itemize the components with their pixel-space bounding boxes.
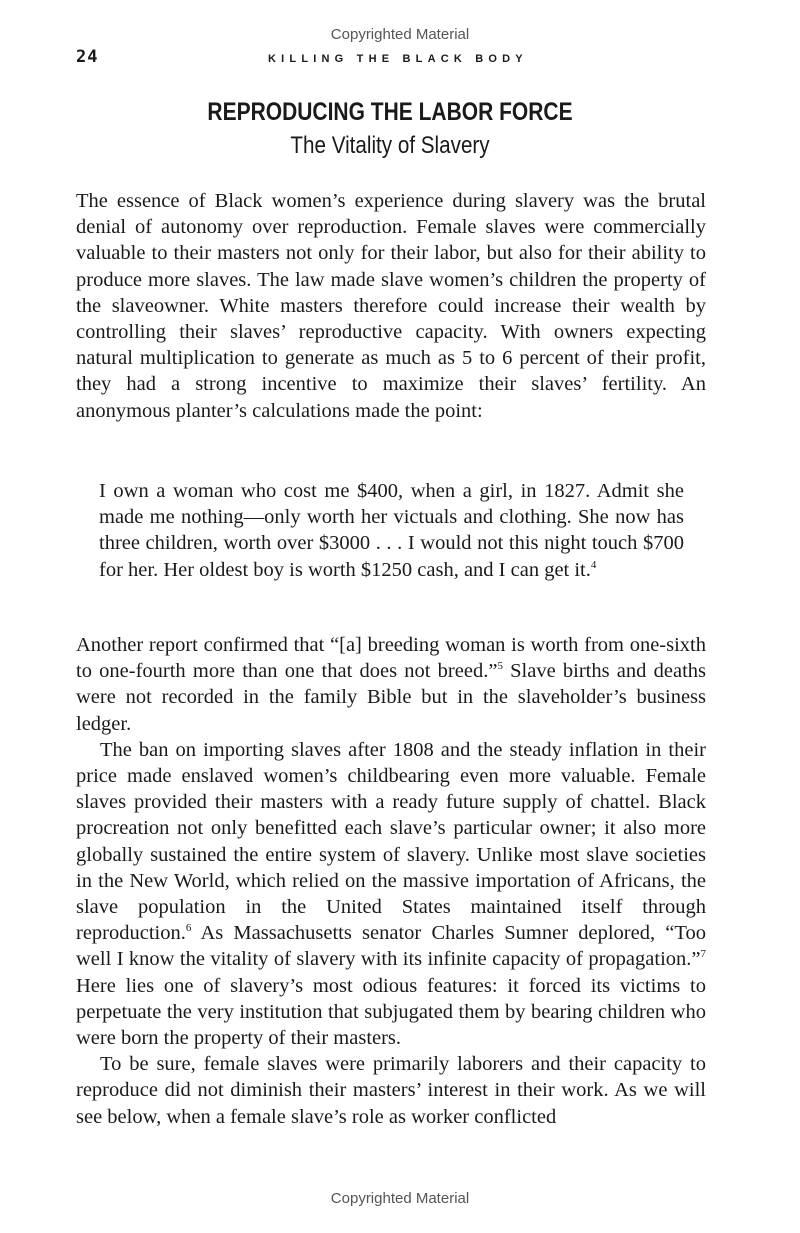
copyright-watermark-top: Copyrighted Material [330, 26, 470, 43]
footnote-marker-5: 5 [497, 660, 503, 673]
paragraph-1-text: The essence of Black women’s experience during slavery was the brutal denial of autonomy over reproduction. Female slaves were commercially valuable to their masters not only for their labor, but also for their ability to produce more slaves. The law made slave women’s children the property of the slaveowner. White masters therefore could increase their wealth by controlling their slaves’ reproductive capacity. With owners expecting natural multiplication to generate as much as 5 to 6 percent of their profit, they had a strong incentive to maximize their slaves’ fertility. An anonymous planter’s calculations made the point: [76, 190, 706, 422]
paragraph-3 [76, 737, 706, 1051]
running-head: KILLING THE BLACK BODY [268, 53, 528, 65]
paragraph-2-text-b: Slave births and deaths were not recorded in the family Bible but in the slaveholder’s business ledger. [76, 660, 706, 735]
paragraph-3-text-c: Here lies one of slavery’s most odious features: it forced its victims to perpetuate the very institution that subjugated them by bearing children who were born the property of their masters. [76, 974, 706, 1050]
block-quote-text: I own a woman who cost me $400, when a girl, in 1827. Admit she made me nothing—only worth her victuals and clothing. She now has three children, worth over $3000 . . . I would not this night touch $700 for her. Her oldest boy is worth $1250 cash, and I can get it. [99, 480, 684, 581]
paragraph-2 [76, 632, 706, 737]
footnote-marker-4: 4 [590, 558, 597, 571]
paragraph-2-text-a: Another report confirmed that “[a] breeding woman is worth from one-sixth to one-fourth more than one that does not breed.” [76, 634, 706, 683]
footnote-marker-7: 7 [700, 948, 706, 961]
footnote-marker-6: 6 [185, 922, 192, 935]
copyright-watermark-bottom: Copyrighted Material [330, 1190, 470, 1207]
section-title: REPRODUCING THE LABOR FORCE [207, 98, 573, 126]
paragraph-1 [76, 188, 706, 424]
block-quote [99, 478, 684, 583]
section-subtitle: The Vitality of Slavery [290, 132, 490, 159]
paragraph-4: To be sure, female slaves were primarily laborers and their capacity to reproduce did not diminish their masters’ interest in their work. As we will see below, when a female slave’s role as worker conflicted [76, 1053, 706, 1128]
body-continuation [76, 632, 706, 1130]
page-number: 24 [76, 47, 99, 67]
paragraph-3-text-b: As Massachusetts senator Charles Sumner deplored, “Too well I know the vitality of slavery with its infinite capacity of propagation.” [76, 922, 706, 971]
paragraph-3-text-a: The ban on importing slaves after 1808 and the steady inflation in their price made enslaved women’s childbearing even more valuable. Female slaves provided their masters with a ready future supply of chattel. Black procreation not only benefitted each slave’s particular owner; it also more globally sustained the entire system of slavery. Unlike most slave societies in the New World, which relied on the massive importation of Africans, the slave population in the United States maintained itself through reproduction. [76, 738, 706, 945]
